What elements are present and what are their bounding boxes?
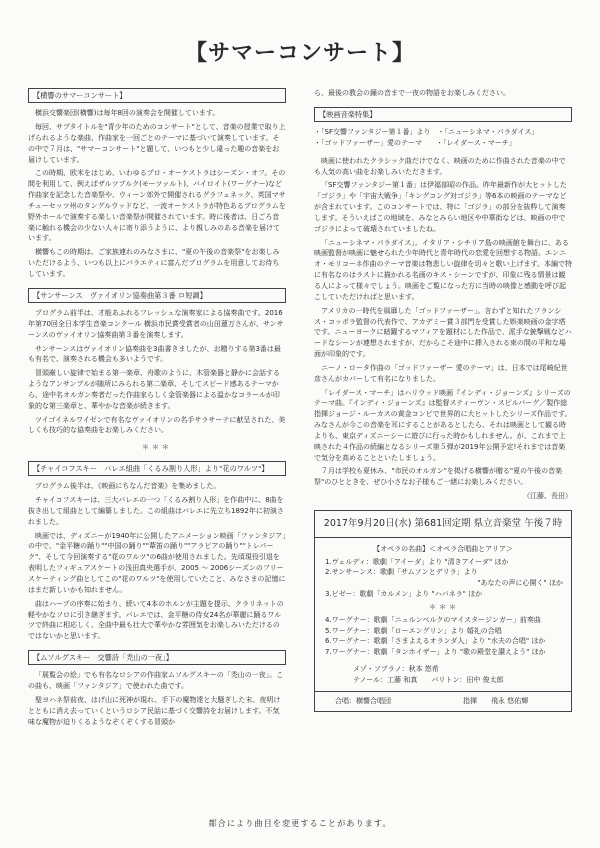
section-heading: 【映画音楽特集】 xyxy=(314,107,572,122)
section-heading: 【ムソルグスキー 交響詩「禿山の一夜」】 xyxy=(28,650,286,665)
page-title: 【サマーコンサート】 xyxy=(184,41,415,66)
soloist: メゾ・ソプラノ：秋本 悠希 xyxy=(353,665,439,674)
paragraph: この時期、欧米をはじめ、いわゆるプロ・オーケストラはシーズン・オフ。その間を利用して、例えばザルツブルク(モーツァルト)、バイロイト(ワーグナー)など作曲家を記念した音楽祭や、ウィーン郊外で開催されるグラフェネック、英国マサチューセッツ州のタングルウッドなど、一流オーケストラが特色あるプログラムを野外ホールで演奏する楽しい音楽祭が開催されています。時に後者は、日ごろ音楽に触れる機会の少ない人々に寄り添うように、より親しみのある音楽を届けています。 xyxy=(28,169,286,243)
paragraph: 横響もこの時期は、ご家族連れのみなさまに、"夏の午後の音楽祭"をお楽しみいただけるよう、いつも以上にバラエティに富んだプログラムを用意してお待ちしています。 xyxy=(28,248,280,278)
paragraph: プログラム前半は、才能あふれるフレッシュな演奏家による協奏曲です。2016年第70回全日本学生音楽コンクール 横浜市民賞受賞者の山田蓮万さんが、サンサーンスのヴァイオリン協奏曲第３番を演奏します。 xyxy=(28,308,284,339)
paragraph: 横浜交響楽団(横響)は毎年8回の演奏会を開催しています。 xyxy=(35,109,220,118)
paragraph: サンサーンスはヴァイオリン協奏曲を3曲書きましたが、お贈りする第3番は最も有名で、演奏される機会も多いようです。 xyxy=(28,344,281,364)
program-item: 7.ワーグナー：歌劇「タンホイザー」より "歌の殿堂を讃えよう" ほか xyxy=(325,648,546,657)
paragraph: 「レイダース・マーチ」はハリウッド映画『インディ・ジョーンズ』シリーズのテーマ曲。『インディ・ジョーンズ』は監督スティーヴン・スピルバーグ／製作総指揮ジョージ・ルーカスの黄金コンビで世界的に大ヒットしたシリーズ作品です。みなさんが今この音楽を耳にすることがあるとしたら、それは映画として観る時よりも、東京ディズニーシーに遊びに行った時かもしれません。が、これまで上映された４作品の続編となるシリーズ第５弾が2019年公開予定!それまでは音楽で気分を高めることといたしましょう。 xyxy=(314,388,572,462)
paragraph: 「ニューシネマ・パラダイス」。イタリア・シチリア島の映画館を舞台に、ある映画監督が映画に魅せられた少年時代と青年時代の恋愛を回想する物語。エンニオ・モリコーネ作曲のテーマ音楽は物悲しい旋律を切々と歌い上げます。本編で特に有名なのはラストに描かれる名画のキス・シーンですが、印象に残る情景は観る人によって様々でしょう。映画をご覧になった方に当時の映像と感動を呼び起こしていただければと思います。 xyxy=(314,238,572,301)
section-heading: 【サンサーンス ヴァイオリン協奏曲第３番 ロ短調】 xyxy=(28,288,286,303)
chorus-conductor-row xyxy=(315,691,571,707)
paragraph: 聖ヨハネ祭前夜、はげ山に死神が現れ、手下の魔物達と大騒ぎした末、夜明けとともに消え去っていくというロシア民話に基づく交響詩をお届けします。不気味な魔物が迫りくるようなぞくぞくする冒頭か xyxy=(28,695,281,726)
paragraph: 毎回、サブタイトルを"青少年のためのコンサート"として、音楽の授業で取り上げられるような楽曲、作曲家を一回ごとのテーマに基づいて演奏しています。その中で７月は、"サマーコンサート"と題して、いつもと少し違った趣の音楽をお届けしています。 xyxy=(28,123,286,164)
list-item: ・「ゴッドファーザー」愛のテーマ ・「レイダース・マーチ」 xyxy=(314,138,516,147)
paragraph: プログラム後半は、《映画にちなんだ音楽》を集めました。 xyxy=(35,482,221,491)
section-heading: 【チャイコフスキー バレエ組曲「くるみ割り人形」より"花のワルツ"】 xyxy=(28,461,286,476)
paragraph: チャイコフスキーは、三大バレエの一つ「くるみ割り人形」を作曲中に、8曲を抜き出して組曲として編纂しました。この組曲はバレエに先立ち1892年に初演されました。 xyxy=(28,496,284,526)
chorus: 合唱：横響合唱団 xyxy=(335,696,391,705)
paragraph: 「SF交響ファンタジー第１番」は伊福部昭の作品。昨年最新作が大ヒットした「ゴジラ」や「宇宙大戦争」「キングコング対ゴジラ」等6本の映画のテーマなどが含まれています。このコンサートでは、特に「ゴジラ」の部分を抜粋して演奏します。そういえばこの地域を、みなとみらい地区や中華街などは、映画の中でゴジラによって破壊されていましたね。 xyxy=(314,181,567,233)
left-column xyxy=(28,88,286,730)
concert-subtitle: 【オペラの名曲】＜オペラ合唱曲とアリア＞ xyxy=(373,544,513,553)
program-divider: ＊＊＊ xyxy=(429,602,459,611)
film-music-list xyxy=(314,127,572,149)
paragraph: 曲はハープの序奏に始まり、続いて4本のホルンが主題を提示、クラリネットの軽やかなソロに引き継ぎます。バレエでは、金平糖の侍女24名が華麗に踊るワルツで終曲に相応しく、全曲中最も壮大で華やかな雰囲気をお楽しみいただけるのではないかと思います。 xyxy=(28,599,284,641)
section-heading: 【横響のサマーコンサート】 xyxy=(28,88,286,103)
paragraph: ７月は学校も夏休み、"市民のオルガン"を掲げる横響が贈る"夏の午後の音楽祭"のひとときを、ぜひ小さなお子様もご一緒にお楽しみください。 xyxy=(314,467,563,487)
program-list xyxy=(325,557,563,659)
footer-note: 都合により曲目を変更することがあります。 xyxy=(208,818,392,828)
program-item: 1.ヴェルディ：歌劇「アイーダ」より "清きアイーダ" ほか xyxy=(325,557,509,566)
paragraph: アメリカの一時代を風靡した「ゴッドファーザー」。言わずと知れたフランシス・コッポラ監督の代表作で、アカデミー賞３部門を受賞した娯楽映画の金字塔です。ニューヨークに暗躍するマフィアを題材にした作品で、派手な銃撃戦などハードなシーンが連想されますが、だからこそ途中に挿入される束の間の平和な場面が印象的です。 xyxy=(314,306,572,359)
program-item: 3.ビゼー：歌劇「カルメン」より "ハバネラ" ほか xyxy=(325,590,483,599)
paragraph: ツイゴイネルワイゼンで有名なヴァイオリンの名手サラサーテに献呈された、美しくも技巧的な協奏曲をお楽しみください。 xyxy=(28,415,286,435)
concert-date: 2017年9月20日(水) 第681回定期 県立音楽堂 午後７時 xyxy=(315,517,571,538)
program-item: 2.サンサーンス：歌劇「サムソンとデリラ」より xyxy=(325,568,478,577)
section-divider: ＊＊＊ xyxy=(142,443,172,452)
program-item: 4.ワーグナー：歌劇「ニュルンベルクのマイスタージンガー」前奏曲 xyxy=(325,615,541,624)
program-item-continued: "あなたの声に心開く" ほか xyxy=(477,579,563,588)
list-item: ・「SF交響ファンタジー第１番」より ・「ニューシネマ・パラダイス」 xyxy=(314,128,539,136)
soloist: テノール：工藤 和真 バリトン：田中 俊太郎 xyxy=(353,676,504,684)
right-column xyxy=(314,88,572,712)
authors-signature: （江藤、長田） xyxy=(523,492,572,501)
conductor: 指揮 飛永 悠佑輝 xyxy=(463,696,529,705)
next-concert-box xyxy=(314,510,572,712)
paragraph: 映画に使われたクラシック曲だけでなく、映画のために作曲された音楽の中でも人気の高い曲をお楽しみいただきます。 xyxy=(314,156,566,176)
program-item: 5.ワーグナー：歌劇「ローエングリン」より 婚礼の合唱 xyxy=(325,626,502,635)
paragraph: ら、最後の教会の鐘の音まで一夜の物語をお楽しみください。 xyxy=(314,89,510,97)
paragraph: ニーノ・ロータ作曲の「ゴッドファーザー 愛のテーマ」は、日本では尾崎紀世彦さんがカバーして有名になりました。 xyxy=(314,363,568,383)
paragraph: 冒頭厳しい旋律で始まる第一楽章、舟歌のように、木管楽器と静かに会話するようなアンサンブルが随所にみられる第二楽章、そしてスピード感あるテーマから、途中名オルガン奏者だった作曲家らしく金管楽器による温かなコラールが印象的な第三楽章と、華やかな音楽が続きます。 xyxy=(28,369,280,410)
program-item: 6.ワーグナー：歌劇「さまよえるオランダ人」より "水夫の合唱" ほか xyxy=(325,637,546,646)
paragraph: 映画では、ディズニーが1940年に公開したアニメーション映画「ファンタジア」の中で、"金平糖の踊り""中国の踊り""葦笛の踊り""アラビアの踊り""トレパーク"、そして今回演奏する"花のワルツ"の6曲が使用されました。先頃現役引退を表明したフィギュアスケートの浅田真央選手が、2005 ～ 2006シーズンのフリースケーティング曲としてこの"花のワルツ"を使用していたこと、みなさまの記憶にはまだ新しいかも知れません。 xyxy=(28,531,286,594)
paragraph: 「展覧会の絵」でも有名なロシアの作曲家ムソルグスキーの「禿山の一夜」。この曲も、映画「ファンタジア」で使われた曲です。 xyxy=(28,671,284,691)
soloists xyxy=(353,664,563,686)
